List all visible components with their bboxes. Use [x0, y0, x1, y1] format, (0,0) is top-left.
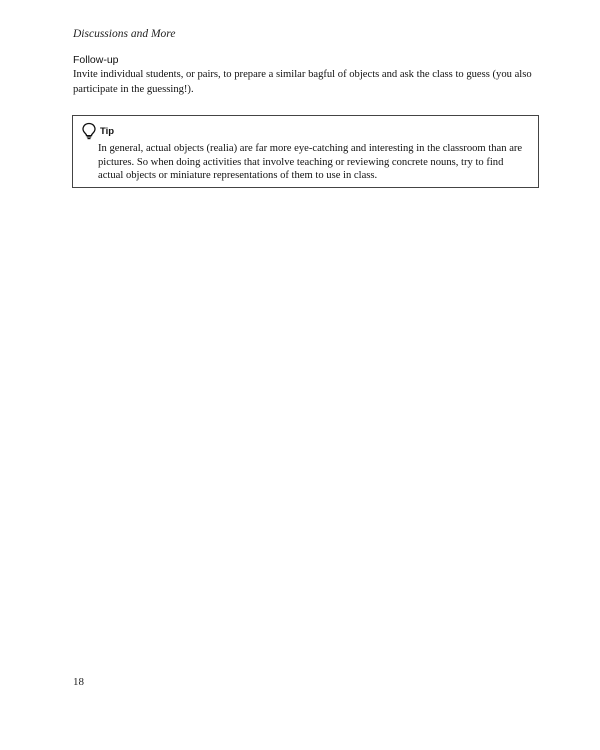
tip-text: In general, actual objects (realia) are far more eye-catching and interesting in the classroom than are pictures. So when doing activities that involve teaching or reviewing concrete nouns, try to find actual objects or miniature representations of them to use in class. — [98, 143, 523, 181]
tip-label: Tip — [100, 125, 115, 137]
page-number: 18 — [73, 676, 84, 688]
section-body-text: Invite individual students, or pairs, to prepare a similar bagful of objects and ask the class to guess (you also participate in the guessing!). — [73, 69, 532, 95]
running-head: Discussions and More — [73, 28, 176, 40]
tip-header — [81, 122, 114, 140]
lightbulb-icon — [81, 122, 97, 140]
tip-box — [72, 115, 539, 188]
section-heading: Follow-up — [73, 54, 119, 66]
